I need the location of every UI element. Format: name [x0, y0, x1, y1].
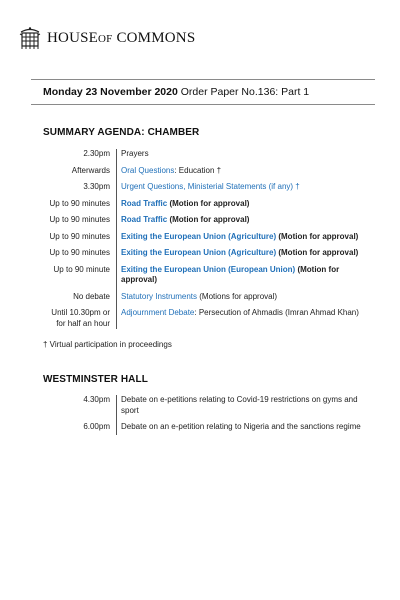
agenda-text: (Motions for approval) [197, 291, 278, 301]
agenda-link[interactable]: Statutory Instruments [121, 291, 198, 301]
agenda-link[interactable]: Adjournment Debate [121, 308, 195, 317]
agenda-time: Up to 90 minutes [49, 198, 110, 208]
chamber-heading: SUMMARY AGENDA: CHAMBER [43, 127, 200, 138]
agenda-link[interactable]: Exiting the European Union (European Union) [121, 264, 296, 274]
agenda-link[interactable]: Exiting the European Union (Agriculture) [121, 248, 277, 257]
agenda-text: Debate on an e-petition relating to Nigeria and the sanctions regime [121, 422, 361, 431]
agenda-item [116, 215, 363, 232]
brand-house: HOUSE [47, 29, 99, 46]
agenda-link[interactable]: Road Traffic [121, 215, 168, 224]
agenda-item [116, 166, 363, 183]
paper-number: Order Paper No.136: Part 1 [180, 86, 310, 98]
agenda-text: (Motion for approval) [167, 198, 250, 208]
agenda-time: 4.30pm [83, 395, 110, 404]
agenda-row [43, 199, 363, 216]
agenda-item [116, 232, 363, 249]
agenda-item [116, 248, 363, 265]
agenda-row [43, 248, 363, 265]
top-divider [31, 79, 375, 80]
agenda-row [43, 215, 363, 232]
agenda-row [43, 292, 363, 309]
agenda-item [116, 199, 363, 216]
agenda-item [116, 422, 363, 435]
agenda-row [43, 395, 363, 422]
agenda-text: Prayers [121, 149, 149, 158]
agenda-time: Up to 90 minute [53, 264, 110, 274]
westminster-agenda [43, 395, 363, 435]
agenda-text: : Persecution of Ahmadis (Imran Ahmad Khan) [194, 308, 359, 317]
agenda-time: Until 10.30pm or for half an hour [51, 308, 110, 328]
agenda-link[interactable]: Urgent Questions, Ministerial Statements (if any) † [121, 182, 300, 191]
agenda-time: Afterwards [71, 165, 110, 175]
agenda-row [43, 182, 363, 199]
agenda-text: (Motion for approval) [167, 215, 250, 224]
agenda-link[interactable]: Exiting the European Union (Agriculture) [121, 231, 277, 241]
order-paper-title [43, 86, 309, 98]
brand-commons: COMMONS [116, 29, 196, 46]
agenda-text: (Motion for approval) [121, 264, 340, 284]
agenda-item [116, 265, 363, 292]
bottom-divider [31, 104, 375, 105]
agenda-row [43, 308, 363, 329]
agenda-row [43, 265, 363, 292]
agenda-item [116, 395, 363, 422]
agenda-text: : Education † [174, 165, 222, 175]
agenda-link[interactable]: Road Traffic [121, 198, 168, 208]
agenda-item [116, 292, 363, 309]
agenda-row [43, 166, 363, 183]
paper-date: Monday 23 November 2020 [43, 86, 178, 98]
agenda-text: Debate on e-petitions relating to Covid-19 restrictions on gyms and sport [121, 395, 358, 415]
agenda-text: (Motion for approval) [276, 231, 359, 241]
westminster-heading: WESTMINSTER HALL [43, 374, 148, 385]
agenda-item [116, 308, 363, 329]
agenda-row [43, 149, 363, 166]
chamber-agenda [43, 149, 363, 329]
brand-wordmark [47, 30, 195, 47]
agenda-time: No debate [73, 291, 110, 301]
agenda-time: 6.00pm [83, 422, 110, 431]
footnote: † Virtual participation in proceedings [43, 340, 172, 349]
portcullis-icon [19, 26, 41, 50]
brand-of: OF [98, 32, 113, 45]
agenda-time: 3.30pm [83, 182, 110, 191]
agenda-time: Up to 90 minutes [49, 248, 110, 257]
agenda-time: Up to 90 minutes [49, 215, 110, 224]
agenda-item [116, 149, 363, 166]
agenda-item [116, 182, 363, 199]
agenda-link[interactable]: Oral Questions [121, 165, 175, 175]
agenda-row [43, 422, 363, 435]
agenda-row [43, 232, 363, 249]
agenda-text: (Motion for approval) [276, 248, 359, 257]
site-header [19, 26, 195, 50]
agenda-time: 2.30pm [83, 149, 110, 158]
agenda-time: Up to 90 minutes [49, 231, 110, 241]
